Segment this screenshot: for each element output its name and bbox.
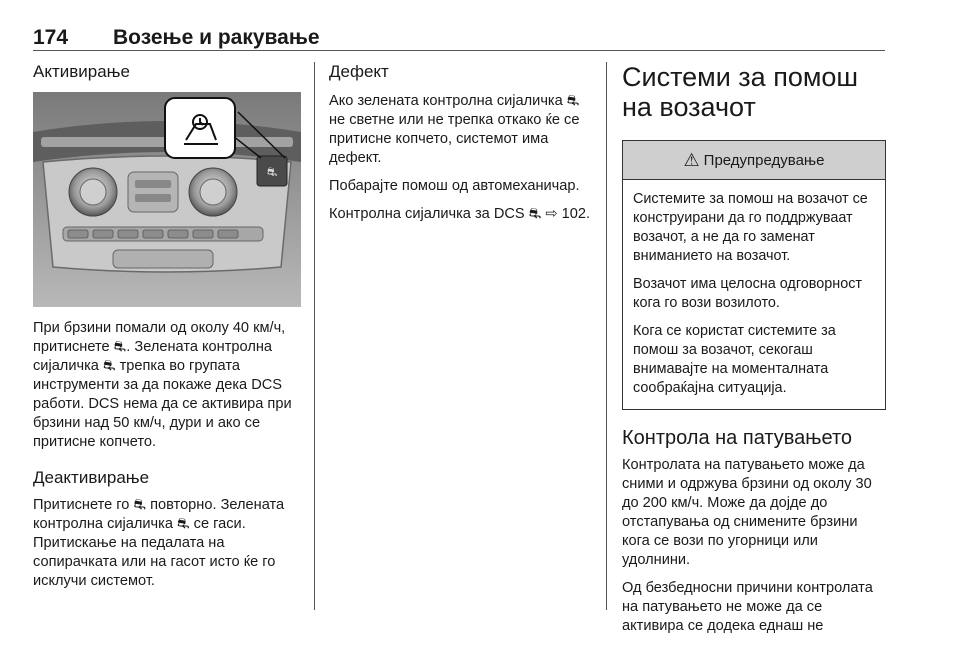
column-left: [33, 62, 301, 600]
cruise-control-paragraph: Од безбедносни причини контролата на патувањето не може да се активира се додека еднаш не: [622, 580, 873, 634]
warning-paragraph: Возачот има целосна одговорност кога го вози возилото.: [633, 276, 862, 311]
svg-text:⛐: ⛐: [266, 165, 278, 179]
page-number: 174: [33, 26, 69, 49]
fault-heading: Дефект: [329, 62, 389, 81]
warning-header: [623, 141, 885, 180]
warning-paragraph: Кога се користат системите за помош за возачот, секогаш внимавајте на моменталната сообраќајна ситуација.: [633, 323, 836, 396]
deactivation-heading: Деактивирање: [33, 468, 150, 487]
column-right: [622, 62, 886, 645]
fault-service-paragraph: Побарајте помош од автомеханичар.: [329, 178, 580, 194]
fault-reference: Контролна сијаличка за DCS ⛐ ⇨ 102.: [329, 206, 591, 222]
warning-paragraph: Системите за помош на возачот се конструирани да го поддржуваат возачот, а не да го заменат вниманието на возачот.: [633, 191, 868, 264]
column-middle: [329, 62, 595, 233]
warning-label: Предупредување: [703, 151, 825, 169]
warning-body: [623, 180, 885, 409]
page-title: Возење и ракување: [113, 26, 320, 49]
warning-box: [622, 140, 886, 410]
dashboard-illustration: [33, 92, 301, 307]
column-divider: [314, 62, 315, 610]
page-header: [33, 14, 885, 51]
cruise-control-paragraph: Контролата на патувањето може да сними и одржува брзини од околу 30 до 200 км/ч. Може да дојде до отстапувања од снимените брзини кога се вози по угорници или удолнини.: [622, 457, 872, 568]
section-heading: Системи за помош на возачот: [622, 62, 859, 122]
warning-triangle-icon: ⚠: [683, 149, 700, 170]
activation-heading: Активирање: [33, 62, 130, 81]
column-divider: [606, 62, 607, 610]
console-drawing: [33, 92, 301, 307]
activation-paragraph: При брзини помали од околу 40 км/ч, притиснете ⛐. Зелената контролна сијаличка ⛐ трепка во групата инструменти за да покаже дека DCS работи. DCS нема да се активира при брзини над 50 км/ч, дури и ако се притисне копчето.: [33, 320, 292, 450]
cruise-control-heading: Контрола на патувањето: [622, 427, 853, 449]
fault-paragraph: Ако зелената контролна сијаличка ⛐ не светне или не трепка откако ќе се притисне копчето, системот има дефект.: [329, 93, 580, 166]
deactivation-paragraph: Притиснете го ⛐ повторно. Зелената контролна сијаличка ⛐ се гаси. Притискање на педалата на сопирачката или на гасот исто ќе го исклучи системот.: [33, 497, 285, 589]
